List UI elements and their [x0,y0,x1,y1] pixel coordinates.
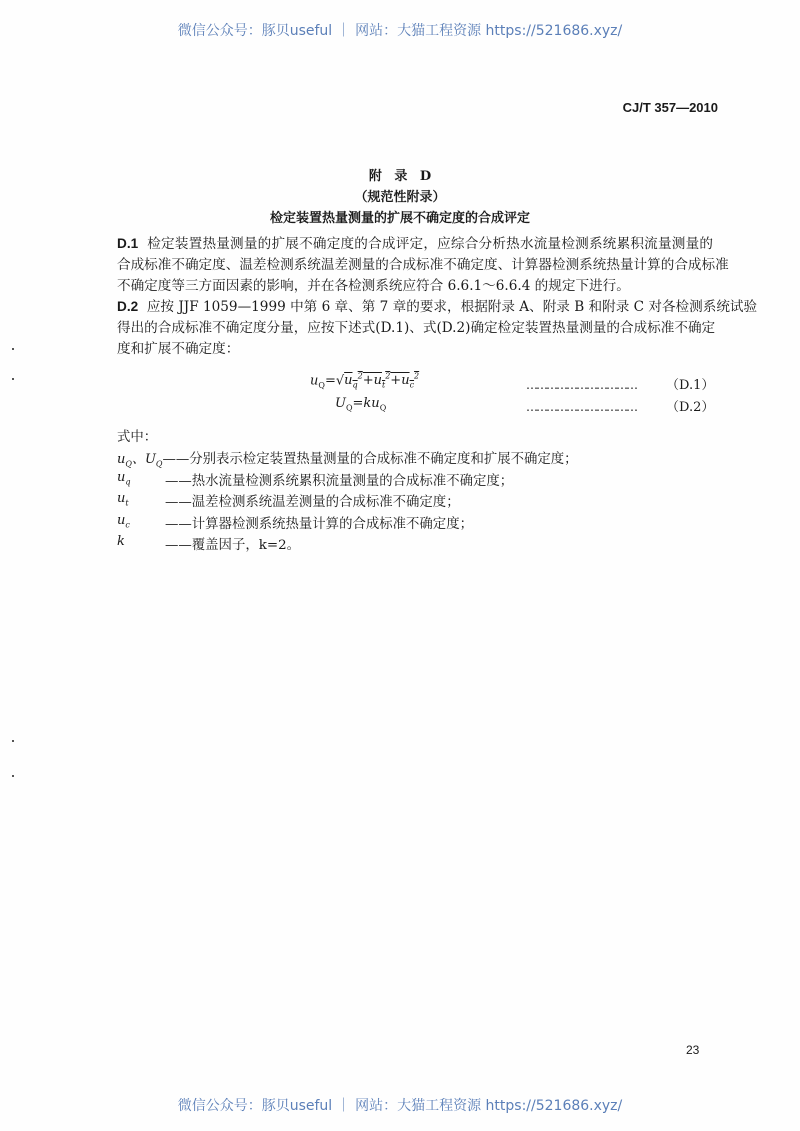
scan-mark [12,378,14,380]
d2-line [117,297,758,317]
symbol: $u_t$ [117,491,129,508]
clause-number: D.1 [117,236,139,251]
symbol: $u_q$ [117,470,131,487]
definition: ——分别表示检定装置热量测量的合成标准不确定度和扩展不确定度； [162,452,578,467]
where-label: 式中： [117,430,158,445]
standard-number: CJ/T 357—2010 [622,100,718,115]
watermark-top: 微信公众号：豚贝useful ｜ 网站：大猫工程资源 https://521686.xyz/ [177,23,623,39]
definition-row [117,448,578,469]
definition: ——覆盖因子，k=2。 [165,538,300,553]
symbol: $u_c$ [117,513,130,530]
d1-line: 合成标准不确定度、温差检测系统温差测量的合成标准不确定度、计算器检测系统热量计算的合成标准 [117,257,729,273]
scan-mark [12,740,14,742]
appendix-type: （规范性附录） [354,190,446,205]
definition: ——热水流量检测系统累积流量测量的合成标准不确定度； [165,474,514,489]
symbol: k [117,534,125,549]
definition: ——温差检测系统温差测量的合成标准不确定度； [165,495,460,510]
watermark-bottom: 微信公众号：豚贝useful ｜ 网站：大猫工程资源 https://521686.xyz/ [177,1098,623,1114]
formula-label: （D.1） [666,378,715,393]
page-number: 23 [686,1043,700,1057]
appendix-title: 附 录 D [368,169,432,184]
scan-mark [12,775,14,777]
formula-d2: $U_Q=ku_Q$ [335,396,387,413]
leader-dots: …………………………… [526,378,636,392]
appendix-heading: 检定装置热量测量的扩展不确定度的合成评定 [269,211,530,226]
clause-text: 应按 JJF 1059—1999 中第 6 章、第 7 章的要求，根据附录 A、附录 B 和附录 C 对各检测系统试验 [146,299,758,315]
formula-d1-leader [526,374,715,393]
clause-text: 检定装置热量测量的扩展不确定度的合成评定，应综合分析热水流量检测系统累积流量测量的 [147,236,713,252]
definition: ——计算器检测系统热量计算的合成标准不确定度； [165,517,473,532]
formula-d1: $u_Q=√u_q^2+u_t^2+u_c^2$ [310,372,420,390]
d1-line [117,234,713,254]
formula-label: （D.2） [666,400,715,415]
scan-mark [12,348,14,350]
symbol: $u_Q$、$U_Q$ [117,452,163,469]
d2-line: 得出的合成标准不确定度分量，应按下述式(D.1)、式(D.2)确定检定装置热量测量的合成标准不确定 [117,320,716,336]
d1-line: 不确定度等三方面因素的影响，并在各检测系统应符合 6.6.1～6.6.4 的规定下进行。 [117,278,630,294]
formula-d2-leader [526,396,715,415]
d2-line: 度和扩展不确定度： [117,341,240,357]
leader-dots: …………………………… [526,400,636,414]
clause-number: D.2 [117,299,139,314]
